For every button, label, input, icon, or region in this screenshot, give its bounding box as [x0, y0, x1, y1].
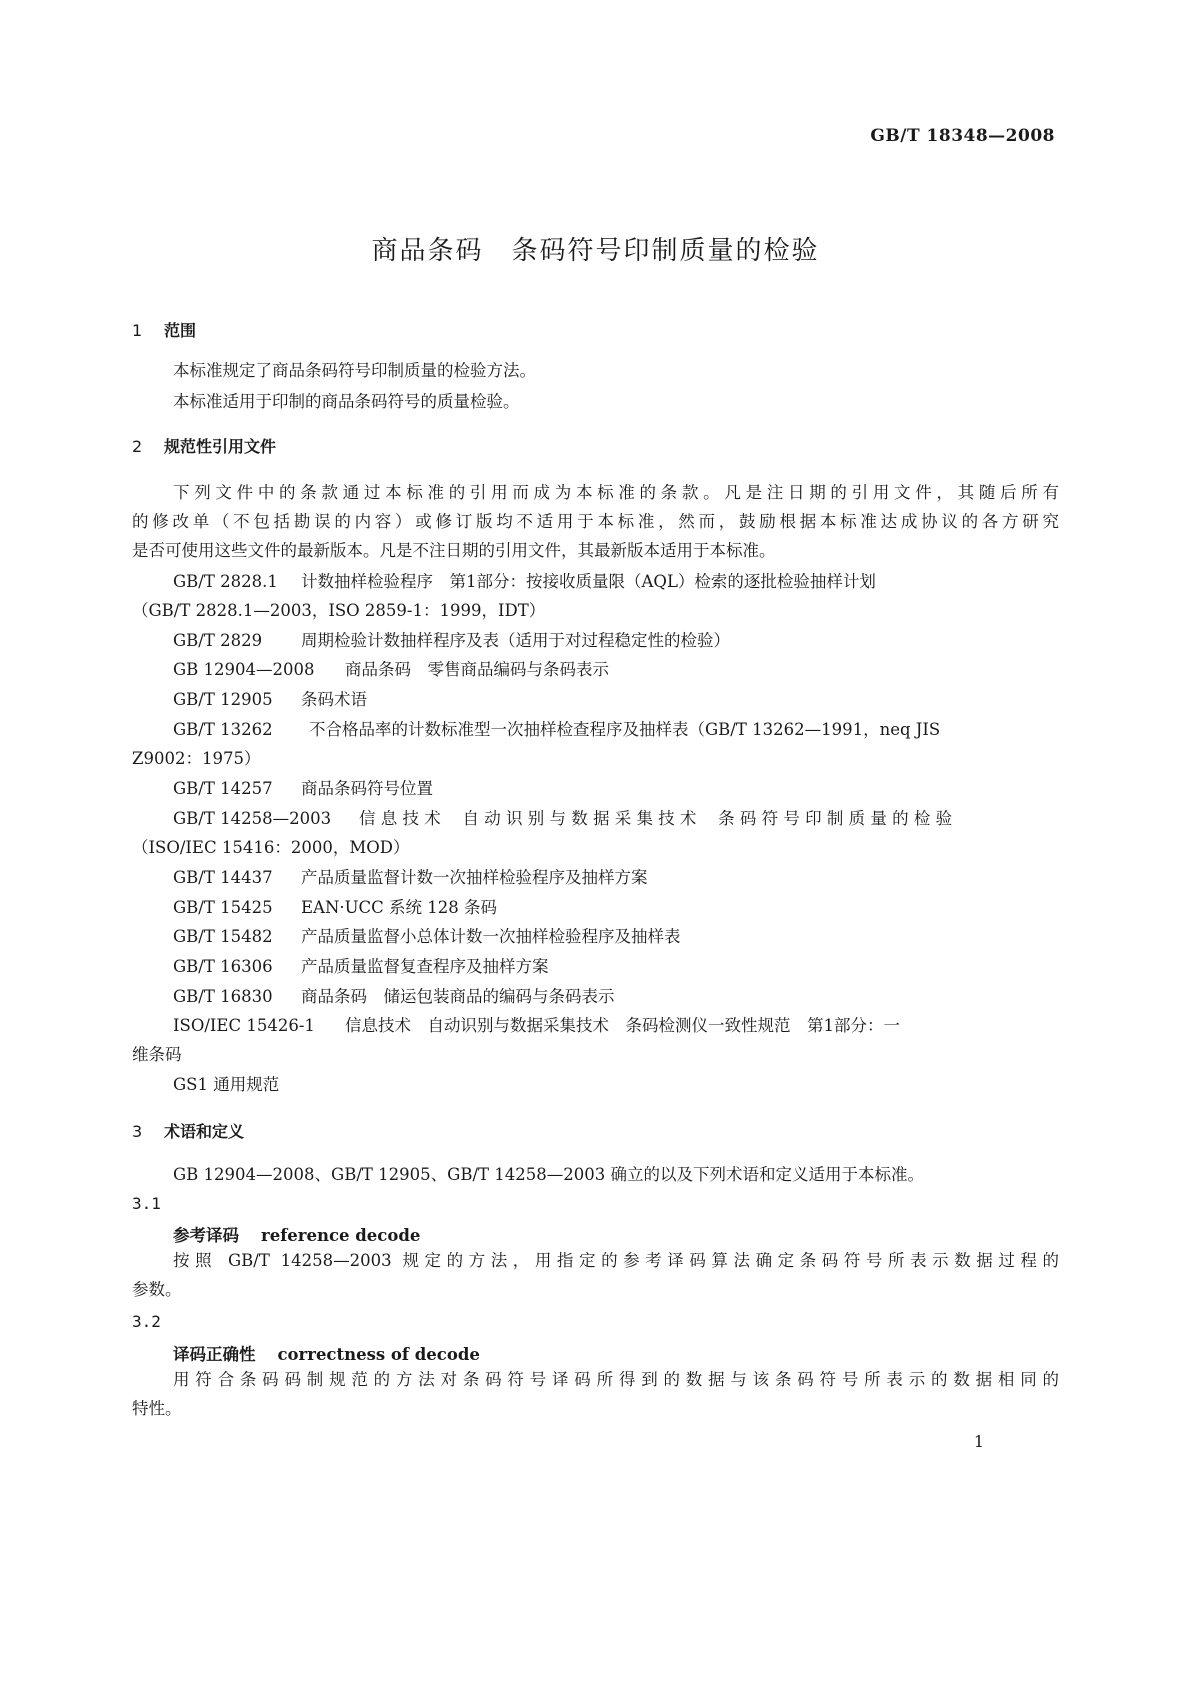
term-definition-cont: 特性。 [132, 1399, 182, 1418]
reference-code: GB/T 12905 [173, 690, 273, 709]
reference-item [173, 775, 433, 799]
reference-item [173, 568, 876, 592]
reference-code: GB/T 14257 [173, 779, 273, 798]
reference-item [173, 805, 952, 829]
term-heading [173, 1341, 480, 1365]
normative-intro-line-3: 是否可使用这些文件的最新版本。凡是不注日期的引用文件，其最新版本适用于本标准。 [132, 541, 776, 560]
reference-item [173, 1071, 279, 1095]
section-1-heading [132, 318, 196, 341]
reference-title: 信 息 技 术 自 动 识 别 与 数 据 采 集 技 术 条 码 符 号 印 制 质 量 的 检 验 [359, 809, 953, 828]
section-title: 术语和定义 [164, 1122, 245, 1141]
reference-title: 商品条码 零售商品编码与条码表示 [345, 660, 609, 679]
term-definition: 按照 GB/T 14258—2003 规定的方法，用指定的参考译码算法确定条码符号所表示数据过程的 [173, 1251, 1059, 1270]
scope-paragraph-1: 本标准规定了商品条码符号印制质量的检验方法。 [173, 361, 536, 380]
section-number: 1 [132, 321, 143, 340]
reference-title: 信息技术 自动识别与数据采集技术 条码检测仪一致性规范 第1部分：一 [345, 1016, 900, 1035]
reference-code: GB/T 15425 [173, 898, 273, 917]
page-number: 1 [973, 1432, 984, 1451]
section-title: 范围 [164, 321, 197, 340]
reference-continuation: （ISO/IEC 15416：2000，MOD） [132, 838, 410, 857]
reference-item [173, 953, 549, 977]
reference-title: 商品条码符号位置 [301, 779, 433, 798]
reference-item [173, 686, 367, 710]
term-english: correctness of decode [277, 1345, 480, 1364]
section-number: 2 [132, 437, 143, 456]
reference-item [173, 627, 730, 651]
section-number: 3 [132, 1122, 143, 1141]
reference-title: 不合格品率的计数标准型一次抽样检查程序及抽样表（GB/T 13262—1991，neq JIS [309, 720, 941, 739]
term-chinese: 参考译码 [173, 1226, 239, 1245]
reference-code: GS1 通用规范 [173, 1075, 280, 1094]
reference-code: GB/T 15482 [173, 927, 273, 946]
reference-code: GB/T 2828.1 [173, 572, 278, 591]
reference-title: 产品质量监督小总体计数一次抽样检验程序及抽样表 [301, 927, 681, 946]
reference-code: GB/T 2829 [173, 631, 263, 650]
reference-continuation: 维条码 [132, 1045, 182, 1064]
reference-code: GB 12904—2008 [173, 660, 315, 679]
reference-code: GB/T 16830 [173, 987, 273, 1006]
reference-code: ISO/IEC 15426-1 [173, 1016, 315, 1035]
reference-item [173, 1012, 900, 1036]
section-title: 规范性引用文件 [164, 437, 277, 456]
reference-title: 计数抽样检验程序 第1部分：按接收质量限（AQL）检索的逐批检验抽样计划 [301, 572, 876, 591]
reference-continuation: （GB/T 2828.1—2003，ISO 2859-1：1999，IDT） [132, 601, 546, 620]
standard-code-header: GB/T 18348—2008 [870, 126, 1055, 146]
scope-paragraph-2: 本标准适用于印制的商品条码符号的质量检验。 [173, 392, 520, 411]
normative-intro-line-2: 的修改单（不包括勘误的内容）或修订版均不适用于本标准，然而，鼓励根据本标准达成协议的各方研究 [132, 512, 1059, 531]
term-number: 3.1 [132, 1194, 161, 1213]
reference-title: EAN·UCC 系统 128 条码 [301, 898, 498, 917]
reference-code: GB/T 14258—2003 [173, 809, 332, 828]
term-number: 3.2 [132, 1312, 161, 1331]
term-english: reference decode [261, 1226, 421, 1245]
reference-title: 商品条码 储运包装商品的编码与条码表示 [301, 987, 615, 1006]
normative-intro-line-1: 下列文件中的条款通过本标准的引用而成为本标准的条款。凡是注日期的引用文件，其随后所有 [173, 483, 1059, 502]
term-definition: 用符合条码码制规范的方法对条码符号译码所得到的数据与该条码符号所表示的数据相同的 [173, 1370, 1059, 1389]
reference-continuation: Z9002：1975） [132, 749, 261, 768]
reference-item [173, 894, 497, 918]
reference-title: 条码术语 [301, 690, 367, 709]
reference-title: 产品质量监督计数一次抽样检验程序及抽样方案 [301, 868, 648, 887]
reference-item [173, 923, 681, 947]
reference-item [173, 983, 615, 1007]
term-chinese: 译码正确性 [173, 1345, 256, 1364]
section-2-heading [132, 434, 276, 457]
reference-code: GB/T 16306 [173, 957, 273, 976]
reference-item [173, 656, 609, 680]
document-title: 商品条码 条码符号印制质量的检验 [371, 236, 820, 266]
reference-code: GB/T 13262 [173, 720, 273, 739]
section-3-heading [132, 1119, 244, 1142]
reference-code: GB/T 14437 [173, 868, 273, 887]
reference-title: 周期检验计数抽样程序及表（适用于对过程稳定性的检验） [301, 631, 730, 650]
term-heading [173, 1222, 420, 1246]
term-definition-cont: 参数。 [132, 1280, 182, 1299]
reference-title: 产品质量监督复查程序及抽样方案 [301, 957, 549, 976]
reference-item [173, 864, 648, 888]
terms-intro: GB 12904—2008、GB/T 12905、GB/T 14258—2003 确立的以及下列术语和定义适用于本标准。 [173, 1165, 924, 1184]
reference-item [173, 716, 940, 740]
